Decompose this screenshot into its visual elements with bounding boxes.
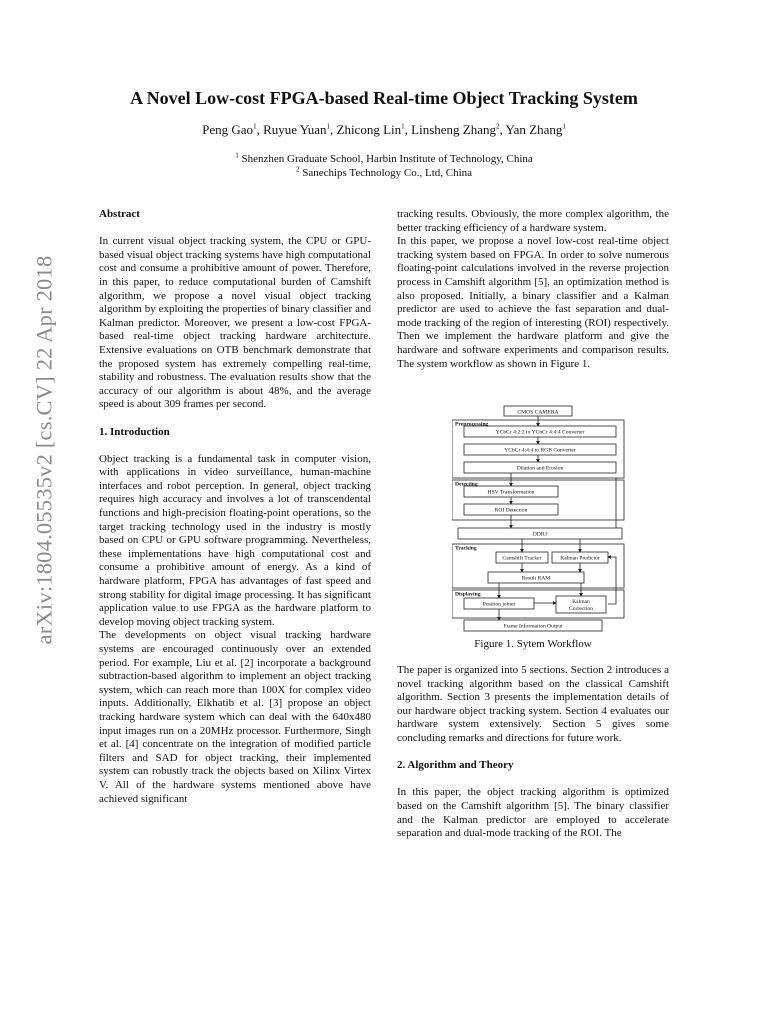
author-affiliation-mark: 1: [326, 122, 330, 131]
author-list: Peng Gao$^1$, Ruyue Yuan$^1$, Zhicong Lin$^1$, Linsheng Zhang$^2$, Yan Zhang$^1$: [202, 122, 566, 137]
section2-paragraph: In this paper, the object tracking algorithm is optimized based on the Camshift algorithm [5]. The binary classifier and the Kalman predictor are employed to accelerate separation and dual-mode tracking of the ROI. The: [397, 786, 669, 840]
affiliation-line: [0, 152, 768, 166]
affiliation-mark: 1: [235, 151, 239, 160]
frame-output-label: Frame Information Output: [503, 623, 563, 630]
dilation-label: Dilation and Erosion: [516, 465, 564, 472]
group-label: Preprocessing: [455, 421, 489, 428]
converter-label: YCbCr 4:4:4 to RGB Converter: [504, 447, 576, 454]
arxiv-sidebar: [14, 170, 74, 730]
arxiv-identifier: arXiv:1804.05535v2 [cs.CV] 22 Apr 2018: [31, 255, 57, 645]
kalman-correction-label: Correction: [569, 606, 593, 612]
introduction-paragraph: tracking results. Obviously, the more complex algorithm, the better tracking efficiency of a hardware system.: [397, 208, 669, 234]
organization-paragraph: The paper is organized into 5 sections. Section 2 introduces a novel tracking algorithm based on the classical Camshift algorithm. Section 3 presents the implementation details of our hardware object tracking system. Section 4 evaluates our hardware system extensively. Section 5 gives some concluding remarks and directions for future work.: [397, 664, 669, 744]
camshift-label: Camshift Tracker: [502, 555, 542, 562]
kalman-correction-label: Kalman: [572, 599, 590, 605]
position-joiner-label: Position joiner: [482, 601, 516, 608]
introduction-paragraph: The developments on object visual tracking hardware systems are encouraged continuously over an extended period. For example, Liu et al. [2] incorporate a background subtraction-based algorithm to implement an object tracking system, which can reach more than 100X for complex video inputs. Additionally, Elkhatib et al. [3] propose an object tracking hardware system which can deal with the 640x480 input images run on a 20MHz processor. Furthermore, Singh et al. [4] concentrate on the integration of modified particle filters and SAD for object tracking, their implemented system can robustly track the objects based on Xilinx Virtex V. All of the hardware systems mentioned above have achieved significant: [99, 629, 371, 805]
workflow-diagram: [452, 402, 626, 636]
kalman-predictor-label: Kalman Predictor: [560, 555, 600, 562]
introduction-heading: 1. Introduction: [99, 425, 170, 438]
group-label: Detecting: [455, 481, 478, 488]
workflow-figure: [452, 402, 626, 636]
ddr-label: DDR3: [532, 531, 548, 538]
author-affiliation-mark: 2: [495, 122, 500, 131]
author-name: Zhicong Lin: [336, 122, 402, 137]
affiliations: [0, 152, 768, 180]
affiliation-mark: 2: [295, 165, 300, 174]
author-affiliation-mark: 1: [253, 122, 257, 131]
author-affiliation-mark: 1: [562, 122, 566, 131]
author-name: Ruyue Yuan: [263, 122, 327, 137]
affiliation-text: Sanechips Technology Co., Ltd, China: [302, 167, 473, 179]
right-column-lower: [397, 664, 669, 841]
group-label: Displaying: [455, 591, 481, 598]
result-ram-label: Result RAM: [521, 575, 551, 582]
introduction-paragraph: Object tracking is a fundamental task in computer vision, with applications in video surveillance, human-machine interfaces and robot perception. In general, object tracking requires high accuracy and involves a lot of transcendental functions and high-precision floating-point operations, so the target tracking technology used in the industry is mostly based on CPU or GPU software programming. Nevertheless, these implementations have high computational cost and consume a prohibitive amount of energy. As a kind of hardware platform, FPGA has advantages of fast speed and strong stability for digital image processing. It has significant application value to use FPGA as the hardware platform to develop moving object tracking system.: [99, 452, 371, 628]
author-name: Linsheng Zhang: [411, 122, 496, 137]
introduction-paragraph: In this paper, we propose a novel low-cost real-time object tracking system based on FPGA. In order to solve numerous floating-point calculations involved in the reverse projection process in Camshift algorithm [5], an optimization method is also proposed. Initially, a binary classifier and a Kalman predictor are used to achieve the fast separation and dual-mode tracking of the region of interesting (ROI) respectively. Then we implement the hardware platform and give the hardware and software experiments and comparison results. The system workflow as shown in Figure 1.: [397, 235, 669, 370]
roi-label: ROI Detection: [494, 507, 528, 514]
paper-title: A Novel Low-cost FPGA-based Real-time Object Tracking System: [130, 88, 638, 108]
right-column: [397, 208, 669, 371]
author-name: Yan Zhang: [505, 122, 563, 137]
hsv-label: HSV Transformation: [487, 489, 535, 496]
author-affiliation-mark: 1: [401, 122, 405, 131]
abstract-heading: Abstract: [99, 208, 140, 220]
abstract-text: In current visual object tracking system, the CPU or GPU-based visual object tracking systems have high computational cost and consume a prohibitive amount of power. Therefore, in this paper, to reduce computational burden of Camshift algorithm, we propose a novel visual object tracking algorithm by exploiting the properties of binary classifier and Kalman predictor. Moreover, we present a low-cost FPGA-based real-time object tracking hardware architecture. Extensive evaluations on OTB benchmark demonstrate that the proposed system has extremely compelling real-time, stability and robustness. The evaluation results show that the accuracy of our algorithm is about 48%, and the average speed is about 309 frames per second.: [99, 235, 371, 411]
figure-caption: Figure 1. Sytem Workflow: [474, 638, 592, 650]
group-label: Tracking: [455, 545, 477, 552]
author-name: Peng Gao: [202, 122, 254, 137]
left-column: [99, 208, 371, 806]
converter-label: YCbCr 4:2:2 to YCbCr 4:4:4 Converter: [495, 429, 585, 436]
camera-label: CMOS CAMERA: [517, 409, 559, 416]
affiliation-text: Shenzhen Graduate School, Harbin Institute of Technology, China: [241, 153, 533, 165]
section2-heading: 2. Algorithm and Theory: [397, 759, 514, 772]
affiliation-line: [0, 166, 768, 180]
